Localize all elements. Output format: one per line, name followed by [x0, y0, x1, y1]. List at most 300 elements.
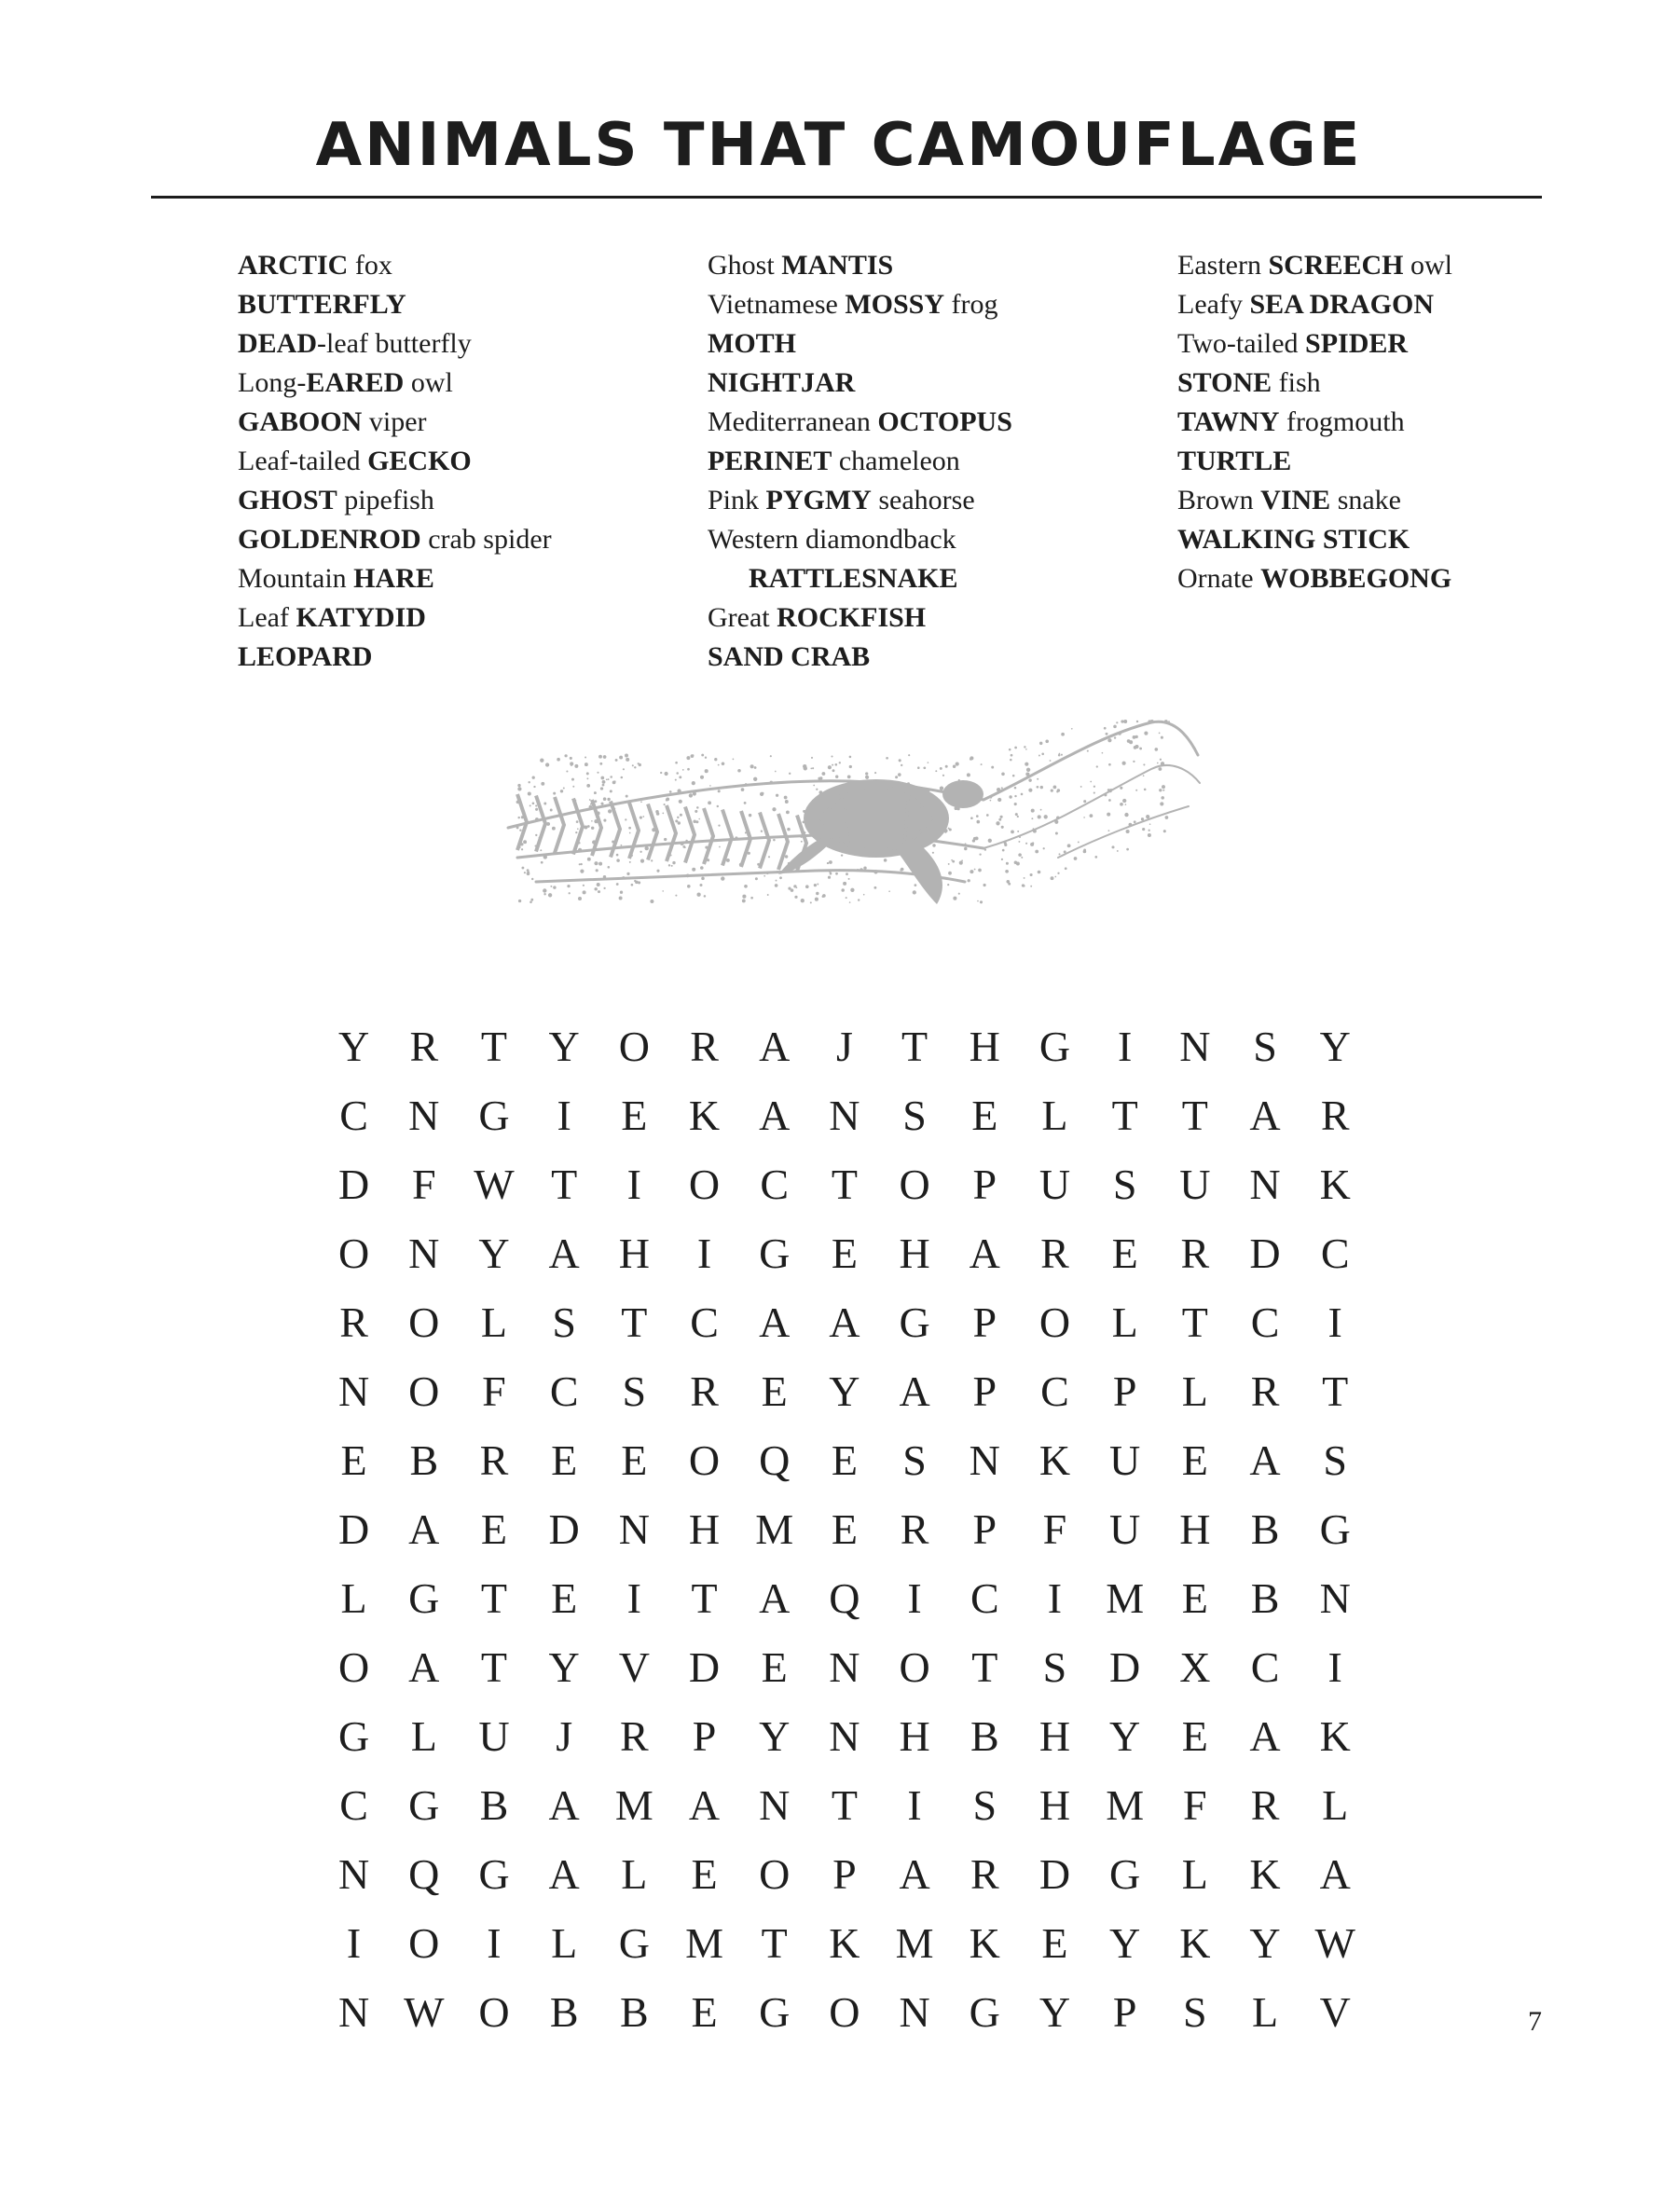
- grid-letter[interactable]: D: [337, 1160, 370, 1208]
- grid-letter[interactable]: G: [1319, 1504, 1351, 1553]
- word-list-item: [238, 442, 552, 481]
- grid-letter[interactable]: C: [339, 1780, 368, 1829]
- grid-letter[interactable]: U: [1038, 1160, 1071, 1208]
- grid-letter[interactable]: C: [1320, 1229, 1350, 1277]
- grid-letter[interactable]: O: [1038, 1298, 1071, 1346]
- grid-letter[interactable]: C: [690, 1298, 719, 1346]
- word-list-item: [708, 442, 1012, 481]
- grid-letter[interactable]: G: [408, 1780, 440, 1829]
- grid-letter[interactable]: Y: [829, 1367, 860, 1415]
- word-text: crab spider: [420, 524, 552, 555]
- title-rule: [151, 196, 1542, 199]
- grid-letter[interactable]: S: [1042, 1642, 1067, 1691]
- grid-letter[interactable]: Q: [408, 1849, 440, 1898]
- grid-letter[interactable]: A: [1249, 1436, 1281, 1484]
- turtle-figure: [778, 779, 983, 904]
- grid-letter[interactable]: Y: [548, 1642, 580, 1691]
- word-text: Leaf-tailed: [238, 446, 368, 476]
- word-list-column-2: [708, 246, 1012, 677]
- search-term: RATTLESNAKE: [749, 563, 958, 594]
- word-text: Two-tailed: [1177, 328, 1306, 359]
- search-term: PERINET: [708, 446, 832, 476]
- grid-letter[interactable]: A: [969, 1229, 1000, 1277]
- grid-letter[interactable]: O: [688, 1160, 721, 1208]
- grid-letter[interactable]: T: [1111, 1091, 1138, 1139]
- search-term: GHOST: [238, 485, 337, 515]
- grid-letter[interactable]: I: [1047, 1573, 1063, 1622]
- word-text: owl: [404, 367, 453, 398]
- grid-letter[interactable]: M: [1106, 1573, 1145, 1622]
- grid-letter[interactable]: P: [972, 1504, 997, 1553]
- word-text: Great: [708, 602, 777, 633]
- search-term: WALKING STICK: [1177, 524, 1410, 555]
- grid-letter[interactable]: H: [1038, 1711, 1071, 1760]
- grid-letter[interactable]: P: [692, 1711, 717, 1760]
- grid-letter[interactable]: H: [899, 1229, 930, 1277]
- grid-letter[interactable]: N: [1249, 1160, 1281, 1208]
- grid-letter[interactable]: K: [829, 1918, 860, 1967]
- grid-letter[interactable]: C: [760, 1160, 790, 1208]
- grid-letter[interactable]: D: [1109, 1642, 1141, 1691]
- grid-letter[interactable]: N: [337, 1367, 370, 1415]
- word-text: snake: [1330, 485, 1401, 515]
- word-text: Leafy: [1177, 289, 1250, 320]
- grid-letter[interactable]: G: [478, 1849, 510, 1898]
- grid-letter[interactable]: T: [1322, 1367, 1349, 1415]
- grid-letter[interactable]: T: [901, 1022, 928, 1070]
- grid-letter[interactable]: O: [408, 1298, 440, 1346]
- grid-letter[interactable]: G: [1109, 1849, 1141, 1898]
- grid-letter[interactable]: L: [1251, 1987, 1279, 2036]
- grid-letter[interactable]: P: [972, 1160, 997, 1208]
- grid-letter[interactable]: E: [1041, 1918, 1068, 1967]
- grid-letter[interactable]: R: [409, 1022, 439, 1070]
- grid-letter[interactable]: P: [972, 1367, 997, 1415]
- grid-letter[interactable]: N: [759, 1780, 791, 1829]
- grid-letter[interactable]: Y: [548, 1022, 580, 1070]
- grid-letter[interactable]: T: [480, 1573, 508, 1622]
- grid-letter[interactable]: M: [755, 1504, 794, 1553]
- grid-letter[interactable]: E: [691, 1987, 718, 2036]
- grid-letter[interactable]: C: [1250, 1298, 1280, 1346]
- grid-letter[interactable]: N: [1179, 1022, 1211, 1070]
- grid-letter[interactable]: B: [549, 1987, 579, 2036]
- grid-letter[interactable]: O: [337, 1642, 370, 1691]
- word-list-item: [238, 364, 552, 403]
- grid-letter[interactable]: N: [408, 1229, 440, 1277]
- word-search-grid[interactable]: [319, 1011, 1370, 2046]
- grid-letter[interactable]: D: [1038, 1849, 1071, 1898]
- grid-letter[interactable]: A: [759, 1022, 791, 1070]
- grid-letter[interactable]: T: [761, 1918, 788, 1967]
- word-text: viper: [362, 406, 427, 437]
- grid-letter[interactable]: R: [620, 1711, 649, 1760]
- grid-letter[interactable]: E: [1181, 1436, 1208, 1484]
- search-term: BUTTERFLY: [238, 289, 406, 320]
- word-list-item: [238, 285, 552, 324]
- grid-letter[interactable]: N: [337, 1849, 370, 1898]
- word-list-item: [708, 324, 1012, 364]
- grid-letter[interactable]: T: [691, 1573, 718, 1622]
- grid-letter[interactable]: P: [832, 1849, 857, 1898]
- grid-letter[interactable]: Y: [337, 1022, 370, 1070]
- grid-letter[interactable]: O: [688, 1436, 721, 1484]
- grid-letter[interactable]: A: [899, 1367, 930, 1415]
- search-term: MANTIS: [781, 250, 894, 281]
- grid-letter[interactable]: N: [899, 1987, 930, 2036]
- grid-letter[interactable]: T: [621, 1298, 648, 1346]
- grid-letter[interactable]: B: [1250, 1504, 1280, 1553]
- grid-letter[interactable]: W: [1314, 1918, 1355, 1967]
- grid-letter[interactable]: J: [835, 1022, 853, 1070]
- grid-letter[interactable]: T: [551, 1160, 578, 1208]
- grid-letter[interactable]: I: [696, 1229, 712, 1277]
- grid-letter[interactable]: R: [970, 1849, 999, 1898]
- grid-letter[interactable]: S: [972, 1780, 997, 1829]
- search-term: KATYDID: [296, 602, 426, 633]
- grid-letter[interactable]: A: [829, 1298, 860, 1346]
- grid-letter[interactable]: H: [1179, 1504, 1211, 1553]
- grid-letter[interactable]: L: [621, 1849, 648, 1898]
- grid-letter[interactable]: D: [548, 1504, 580, 1553]
- word-text: seahorse: [871, 485, 975, 515]
- grid-letter[interactable]: E: [971, 1091, 998, 1139]
- word-list-item: [1177, 285, 1452, 324]
- grid-letter[interactable]: O: [899, 1642, 930, 1691]
- grid-letter[interactable]: Q: [759, 1436, 791, 1484]
- grid-letter[interactable]: B: [479, 1780, 509, 1829]
- grid-letter[interactable]: Y: [1109, 1918, 1141, 1967]
- word-list-column-1: [238, 246, 552, 677]
- word-list-item: [238, 520, 552, 559]
- grid-letter[interactable]: T: [1181, 1298, 1208, 1346]
- grid-letter[interactable]: E: [691, 1849, 718, 1898]
- grid-letter[interactable]: E: [621, 1091, 648, 1139]
- grid-letter[interactable]: B: [620, 1987, 649, 2036]
- grid-letter[interactable]: I: [907, 1573, 922, 1622]
- grid-letter[interactable]: G: [408, 1573, 440, 1622]
- word-list-item: [708, 481, 1012, 520]
- grid-letter[interactable]: C: [339, 1091, 368, 1139]
- grid-letter[interactable]: R: [1180, 1229, 1210, 1277]
- grid-letter[interactable]: K: [969, 1918, 1000, 1967]
- grid-letter[interactable]: T: [480, 1642, 508, 1691]
- grid-letter[interactable]: I: [626, 1573, 641, 1622]
- grid-letter[interactable]: L: [340, 1573, 367, 1622]
- grid-letter[interactable]: K: [1319, 1160, 1351, 1208]
- grid-letter[interactable]: Q: [829, 1573, 860, 1622]
- grid-letter[interactable]: I: [626, 1160, 641, 1208]
- grid-letter[interactable]: O: [829, 1987, 860, 2036]
- grid-letter[interactable]: S: [902, 1091, 927, 1139]
- grid-letter[interactable]: G: [337, 1711, 370, 1760]
- search-term: ARCTIC: [238, 250, 349, 281]
- grid-letter[interactable]: R: [1040, 1229, 1069, 1277]
- grid-letter[interactable]: G: [759, 1229, 791, 1277]
- grid-letter[interactable]: E: [831, 1436, 858, 1484]
- grid-letter[interactable]: S: [1253, 1022, 1277, 1070]
- grid-letter[interactable]: K: [1179, 1918, 1211, 1967]
- grid-letter[interactable]: S: [622, 1367, 647, 1415]
- grid-letter[interactable]: T: [1181, 1091, 1208, 1139]
- grid-letter[interactable]: B: [1250, 1573, 1280, 1622]
- word-text: frog: [944, 289, 998, 320]
- search-term: MOSSY: [845, 289, 944, 320]
- word-text: -leaf butterfly: [317, 328, 472, 359]
- word-list-item: [1177, 481, 1452, 520]
- grid-letter[interactable]: T: [480, 1022, 508, 1070]
- word-list-item: [1177, 364, 1452, 403]
- grid-letter[interactable]: L: [551, 1918, 578, 1967]
- search-term: GECKO: [367, 446, 472, 476]
- grid-letter[interactable]: D: [688, 1642, 721, 1691]
- grid-letter[interactable]: N: [408, 1091, 440, 1139]
- grid-letter[interactable]: R: [690, 1367, 719, 1415]
- grid-letter[interactable]: R: [479, 1436, 509, 1484]
- grid-letter[interactable]: L: [1181, 1849, 1208, 1898]
- grid-letter[interactable]: A: [548, 1229, 580, 1277]
- grid-letter[interactable]: R: [690, 1022, 719, 1070]
- search-term: VINE: [1260, 485, 1331, 515]
- flipper-tracks: [517, 794, 806, 872]
- word-text: Pink: [708, 485, 766, 515]
- grid-letter[interactable]: I: [346, 1918, 362, 1967]
- grid-letter[interactable]: O: [759, 1849, 791, 1898]
- grid-letter[interactable]: N: [969, 1436, 1000, 1484]
- grid-letter[interactable]: G: [1038, 1022, 1071, 1070]
- search-term: SCREECH: [1268, 250, 1404, 281]
- grid-letter[interactable]: D: [337, 1504, 370, 1553]
- grid-letter[interactable]: A: [1249, 1091, 1281, 1139]
- grid-letter[interactable]: R: [1250, 1780, 1280, 1829]
- grid-letter[interactable]: Y: [759, 1711, 791, 1760]
- search-term: WOBBEGONG: [1260, 563, 1452, 594]
- grid-letter[interactable]: K: [1249, 1849, 1281, 1898]
- grid-letter[interactable]: K: [1319, 1711, 1351, 1760]
- grid-letter[interactable]: I: [907, 1780, 922, 1829]
- grid-letter[interactable]: L: [1322, 1780, 1349, 1829]
- grid-letter[interactable]: O: [408, 1367, 440, 1415]
- word-list-item: [1177, 520, 1452, 559]
- grid-letter[interactable]: O: [337, 1229, 370, 1277]
- grid-letter[interactable]: N: [829, 1711, 860, 1760]
- word-list-column-3: [1177, 246, 1452, 598]
- grid-letter[interactable]: F: [482, 1367, 506, 1415]
- grid-letter[interactable]: E: [621, 1436, 648, 1484]
- grid-letter[interactable]: F: [1042, 1504, 1067, 1553]
- grid-letter[interactable]: E: [551, 1436, 578, 1484]
- search-term: LEOPARD: [238, 641, 373, 672]
- grid-letter[interactable]: R: [1320, 1091, 1350, 1139]
- grid-letter[interactable]: X: [1179, 1642, 1211, 1691]
- grid-letter[interactable]: P: [1112, 1987, 1137, 2036]
- grid-letter[interactable]: S: [1323, 1436, 1348, 1484]
- grid-letter[interactable]: N: [1319, 1573, 1351, 1622]
- grid-letter[interactable]: G: [618, 1918, 650, 1967]
- grid-letter[interactable]: E: [480, 1504, 508, 1553]
- word-list-item: [238, 598, 552, 638]
- word-list-item: [1177, 403, 1452, 442]
- grid-letter[interactable]: W: [474, 1160, 515, 1208]
- word-list-item: [238, 324, 552, 364]
- grid-letter[interactable]: H: [969, 1022, 1000, 1070]
- grid-letter[interactable]: H: [1038, 1780, 1071, 1829]
- grid-letter[interactable]: I: [1327, 1642, 1342, 1691]
- word-text: Mediterranean: [708, 406, 878, 437]
- grid-letter[interactable]: S: [1183, 1987, 1207, 2036]
- grid-letter[interactable]: G: [478, 1091, 510, 1139]
- grid-letter[interactable]: H: [688, 1504, 721, 1553]
- grid-letter[interactable]: S: [552, 1298, 576, 1346]
- grid-letter[interactable]: G: [969, 1987, 1000, 2036]
- grid-letter[interactable]: A: [1249, 1711, 1281, 1760]
- grid-letter[interactable]: O: [408, 1918, 440, 1967]
- word-text: Vietnamese: [708, 289, 846, 320]
- grid-letter[interactable]: S: [902, 1436, 927, 1484]
- search-term: SAND CRAB: [708, 641, 871, 672]
- page-title: ANIMALS THAT CAMOUFLAGE: [315, 111, 1363, 180]
- sea-turtle-illustration: [499, 718, 1203, 941]
- grid-letter[interactable]: N: [618, 1504, 650, 1553]
- grid-letter[interactable]: L: [480, 1298, 508, 1346]
- grid-letter[interactable]: V: [1319, 1987, 1351, 2036]
- grid-letter[interactable]: I: [487, 1918, 502, 1967]
- grid-letter[interactable]: C: [549, 1367, 579, 1415]
- grid-letter[interactable]: R: [339, 1298, 368, 1346]
- grid-letter[interactable]: E: [1181, 1573, 1208, 1622]
- grid-letter[interactable]: Y: [1109, 1711, 1141, 1760]
- grid-letter[interactable]: F: [1183, 1780, 1207, 1829]
- grid-letter[interactable]: Y: [1319, 1022, 1351, 1070]
- word-list-item: [238, 481, 552, 520]
- word-list-item: [708, 559, 1012, 598]
- grid-letter[interactable]: L: [410, 1711, 437, 1760]
- grid-letter[interactable]: E: [551, 1573, 578, 1622]
- grid-letter[interactable]: M: [685, 1918, 723, 1967]
- grid-letter[interactable]: K: [1038, 1436, 1071, 1484]
- grid-letter[interactable]: O: [478, 1987, 510, 2036]
- grid-letter[interactable]: O: [899, 1160, 930, 1208]
- search-term: MOTH: [708, 328, 796, 359]
- grid-letter[interactable]: U: [1179, 1160, 1211, 1208]
- grid-letter[interactable]: B: [970, 1711, 999, 1760]
- grid-letter[interactable]: M: [895, 1918, 934, 1967]
- grid-letter[interactable]: R: [1250, 1367, 1280, 1415]
- grid-letter[interactable]: A: [548, 1780, 580, 1829]
- word-list-item: [708, 364, 1012, 403]
- grid-letter[interactable]: C: [970, 1573, 999, 1622]
- grid-letter[interactable]: B: [409, 1436, 439, 1484]
- word-text: fish: [1272, 367, 1321, 398]
- word-list-item: [238, 403, 552, 442]
- grid-letter[interactable]: T: [971, 1642, 998, 1691]
- grid-letter[interactable]: U: [1109, 1436, 1141, 1484]
- grid-letter[interactable]: O: [618, 1022, 650, 1070]
- grid-letter[interactable]: N: [829, 1091, 860, 1139]
- grid-letter[interactable]: L: [1041, 1091, 1068, 1139]
- grid-letter[interactable]: L: [1181, 1367, 1208, 1415]
- grid-letter[interactable]: C: [1250, 1642, 1280, 1691]
- grid-letter[interactable]: S: [1112, 1160, 1137, 1208]
- grid-letter[interactable]: J: [556, 1711, 573, 1760]
- word-list-item: [1177, 324, 1452, 364]
- grid-letter[interactable]: M: [614, 1780, 653, 1829]
- grid-letter[interactable]: A: [548, 1849, 580, 1898]
- grid-letter[interactable]: E: [831, 1229, 858, 1277]
- grid-letter[interactable]: Y: [1038, 1987, 1071, 2036]
- grid-letter[interactable]: A: [759, 1091, 791, 1139]
- search-term: SEA DRAGON: [1249, 289, 1434, 320]
- grid-letter[interactable]: P: [1112, 1367, 1137, 1415]
- grid-letter[interactable]: I: [1117, 1022, 1133, 1070]
- grid-letter[interactable]: A: [688, 1780, 721, 1829]
- grid-letter[interactable]: A: [1319, 1849, 1351, 1898]
- grid-letter[interactable]: M: [1106, 1780, 1145, 1829]
- grid-letter[interactable]: T: [831, 1160, 858, 1208]
- word-text: Mountain: [238, 563, 354, 594]
- search-term: STONE: [1177, 367, 1272, 398]
- grid-letter[interactable]: H: [618, 1229, 650, 1277]
- word-text: Eastern: [1177, 250, 1269, 281]
- grid-letter[interactable]: E: [1111, 1229, 1138, 1277]
- grid-letter[interactable]: I: [557, 1091, 571, 1139]
- grid-letter[interactable]: C: [1040, 1367, 1069, 1415]
- grid-letter[interactable]: Y: [1249, 1918, 1281, 1967]
- grid-letter[interactable]: G: [899, 1298, 930, 1346]
- grid-letter[interactable]: R: [900, 1504, 929, 1553]
- grid-letter[interactable]: I: [1327, 1298, 1342, 1346]
- grid-letter[interactable]: E: [761, 1367, 788, 1415]
- word-text: owl: [1403, 250, 1453, 281]
- word-text: Leaf: [238, 602, 296, 633]
- word-list-item: [708, 598, 1012, 638]
- grid-letter[interactable]: N: [829, 1642, 860, 1691]
- grid-letter[interactable]: E: [761, 1642, 788, 1691]
- grid-letter[interactable]: U: [1109, 1504, 1141, 1553]
- grid-letter[interactable]: K: [688, 1091, 721, 1139]
- grid-letter[interactable]: U: [478, 1711, 510, 1760]
- grid-letter[interactable]: A: [759, 1298, 791, 1346]
- search-term: GOLDENROD: [238, 524, 421, 555]
- grid-letter[interactable]: N: [337, 1987, 370, 2036]
- grid-letter[interactable]: L: [1111, 1298, 1138, 1346]
- grid-letter[interactable]: D: [1249, 1229, 1281, 1277]
- search-term: TAWNY: [1177, 406, 1280, 437]
- grid-letter[interactable]: V: [618, 1642, 650, 1691]
- word-text: frogmouth: [1279, 406, 1405, 437]
- grid-letter[interactable]: T: [831, 1780, 858, 1829]
- grid-letter[interactable]: H: [899, 1711, 930, 1760]
- grid-letter[interactable]: G: [759, 1987, 791, 2036]
- word-text: Long-: [238, 367, 307, 398]
- word-text: fox: [348, 250, 392, 281]
- grid-letter[interactable]: W: [404, 1987, 445, 2036]
- grid-letter[interactable]: F: [411, 1160, 436, 1208]
- grid-letter[interactable]: A: [899, 1849, 930, 1898]
- search-term: HARE: [353, 563, 434, 594]
- grid-letter[interactable]: A: [759, 1573, 791, 1622]
- grid-letter[interactable]: E: [340, 1436, 367, 1484]
- grid-letter[interactable]: Y: [478, 1229, 510, 1277]
- grid-letter[interactable]: A: [408, 1642, 440, 1691]
- search-term: ROCKFISH: [777, 602, 927, 633]
- word-text: chameleon: [832, 446, 960, 476]
- grid-letter[interactable]: P: [972, 1298, 997, 1346]
- word-list-item: [708, 246, 1012, 285]
- grid-letter[interactable]: E: [831, 1504, 858, 1553]
- grid-letter[interactable]: A: [408, 1504, 440, 1553]
- grid-letter[interactable]: E: [1181, 1711, 1208, 1760]
